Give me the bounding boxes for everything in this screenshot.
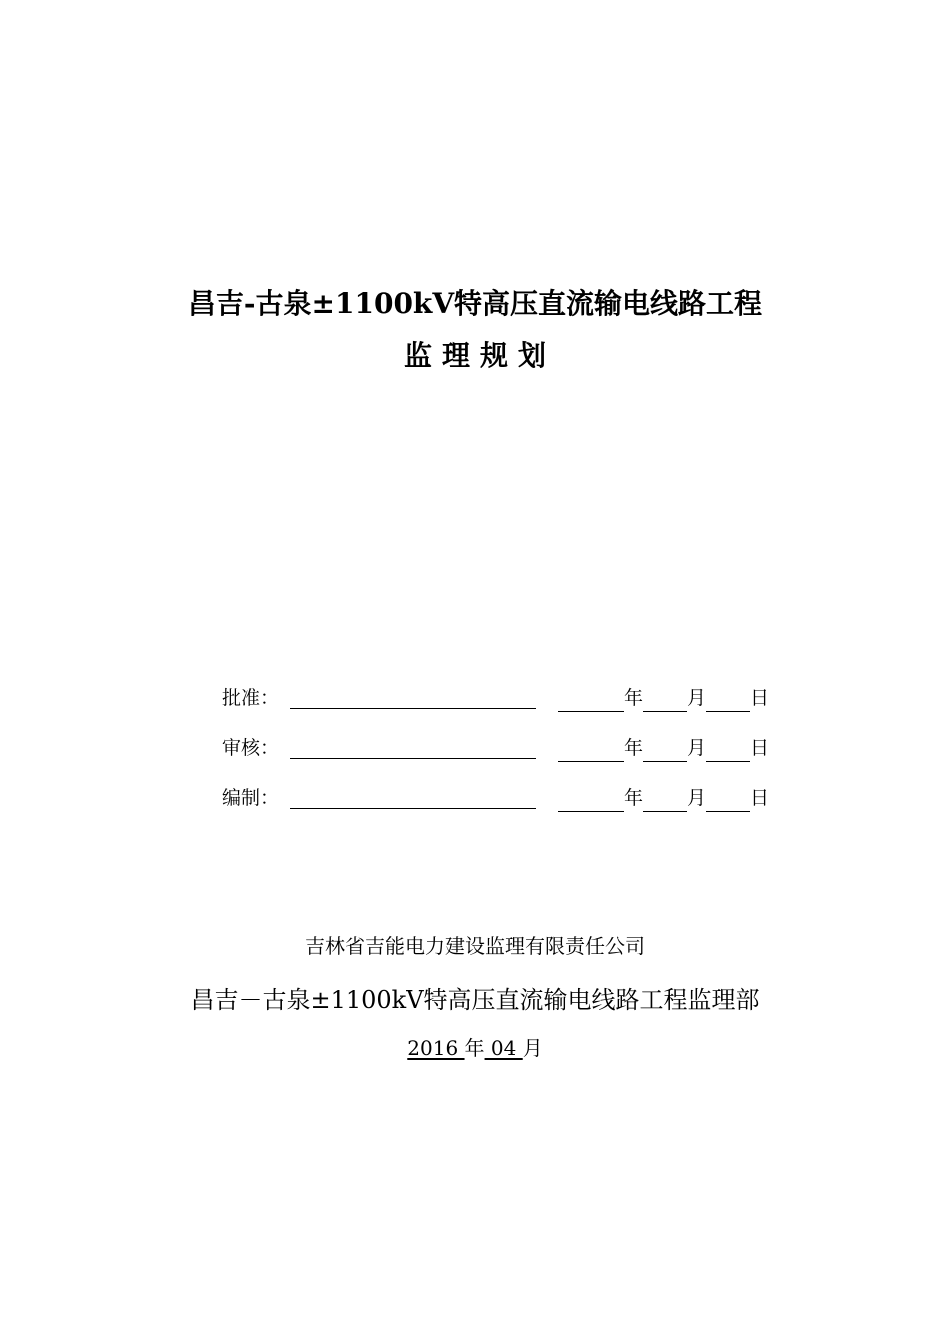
signature-label: 编制： <box>222 787 280 809</box>
issue-year: 2016 <box>407 1036 465 1060</box>
document-title: 昌吉-古泉±1100kV特高压直流输电线路工程 <box>187 287 763 320</box>
signature-date <box>558 734 769 762</box>
signature-date <box>558 784 769 812</box>
month-blank[interactable] <box>643 687 687 712</box>
day-blank[interactable] <box>706 787 750 812</box>
day-blank[interactable] <box>706 687 750 712</box>
signature-block <box>222 684 802 834</box>
issue-month-unit: 月 <box>522 1036 543 1060</box>
day-unit: 日 <box>750 687 770 709</box>
issue-month: 04 <box>484 1036 523 1060</box>
year-blank[interactable] <box>558 687 624 712</box>
year-blank[interactable] <box>558 737 624 762</box>
day-unit: 日 <box>750 787 770 809</box>
month-blank[interactable] <box>643 737 687 762</box>
issue-date <box>0 1032 950 1061</box>
day-unit: 日 <box>750 737 770 759</box>
department-name: 昌吉－古泉±1100kV特高压直流输电线路工程监理部 <box>190 986 760 1014</box>
signature-date <box>558 684 769 712</box>
year-unit: 年 <box>624 687 644 709</box>
document-subtitle: 监理规划 <box>403 339 556 372</box>
signature-row-approve <box>222 684 802 734</box>
year-unit: 年 <box>624 787 644 809</box>
signature-row-review <box>222 734 802 784</box>
signature-line[interactable] <box>290 758 536 759</box>
day-blank[interactable] <box>706 737 750 762</box>
month-blank[interactable] <box>643 787 687 812</box>
month-unit: 月 <box>687 687 707 709</box>
month-unit: 月 <box>687 737 707 759</box>
issue-year-unit: 年 <box>464 1036 485 1060</box>
year-blank[interactable] <box>558 787 624 812</box>
signature-line[interactable] <box>290 808 536 809</box>
signature-label: 批准： <box>222 687 280 709</box>
signature-row-compile <box>222 784 802 834</box>
company-name: 吉林省吉能电力建设监理有限责任公司 <box>305 934 645 958</box>
signature-label: 审核： <box>222 737 280 759</box>
month-unit: 月 <box>687 787 707 809</box>
signature-line[interactable] <box>290 708 536 709</box>
year-unit: 年 <box>624 737 644 759</box>
